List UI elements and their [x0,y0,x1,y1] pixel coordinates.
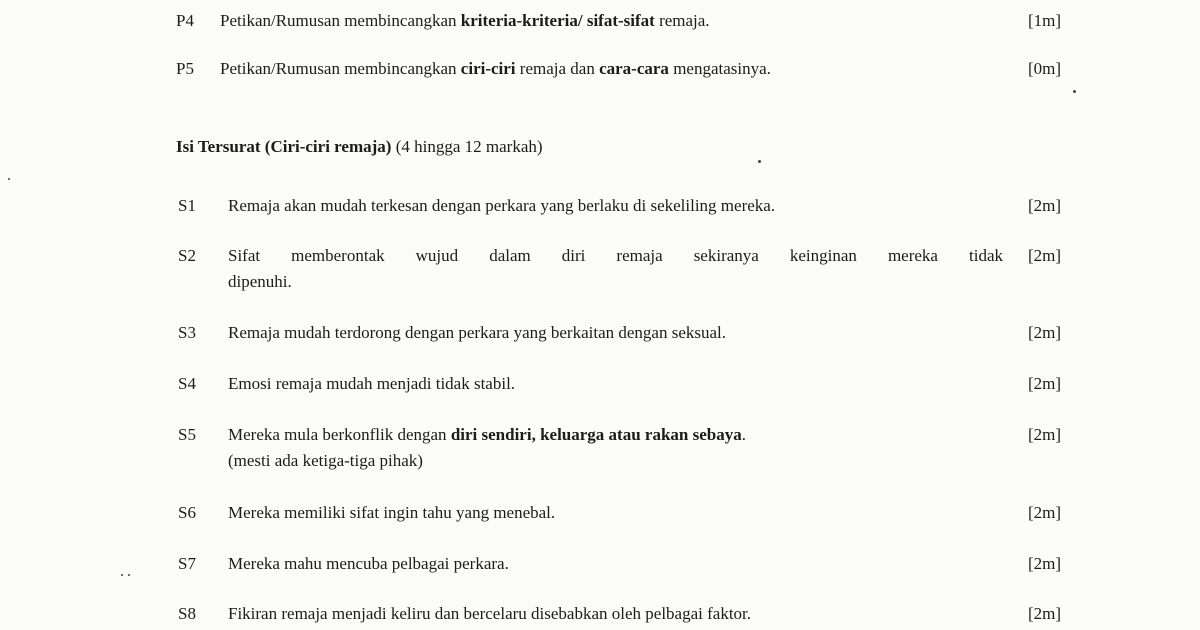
row-mark: [2m] [1028,323,1062,342]
row-mark: [2m] [1028,196,1062,215]
text-segment: Petikan/Rumusan membincangkan [220,59,461,78]
bold-segment: ciri-ciri [460,59,516,78]
text-segment: mengatasinya. [668,59,771,78]
scan-speck [1073,90,1076,93]
row-mark: [2m] [1028,554,1062,573]
row-text-line2: (mesti ada ketiga-tiga pihak) [228,451,423,470]
text-segment: . [741,425,746,444]
row-code: S7 [178,554,196,573]
row-code: S5 [178,425,196,444]
row-text: Emosi remaja mudah menjadi tidak stabil. [228,374,516,393]
row-text-line2: dipenuhi. [228,272,292,291]
heading-normal: (4 hingga 12 markah) [391,137,543,156]
row-code: P4 [176,11,194,30]
row-code: S2 [178,246,196,265]
text-segment: remaja dan [515,59,600,78]
text-segment: remaja. [654,11,710,30]
bold-segment: kriteria-kriteria/ sifat-sifat [460,11,655,30]
row-mark: [0m] [1028,59,1062,78]
row-mark: [2m] [1028,604,1062,623]
text-segment: Petikan/Rumusan membincangkan [220,11,461,30]
scan-speck [8,178,10,180]
row-code: S8 [178,604,196,623]
scan-speck [121,574,123,576]
row-code: P5 [176,59,194,78]
row-mark: [1m] [1028,11,1062,30]
row-mark: [2m] [1028,503,1062,522]
row-mark: [2m] [1028,374,1062,393]
heading-bold: Isi Tersurat (Ciri-ciri remaja) [176,137,392,156]
row-code: S1 [178,196,196,215]
row-text [220,56,995,82]
row-text: Remaja mudah terdorong dengan perkara yang berkaitan dengan seksual. [228,323,727,342]
row-text: Mereka memiliki sifat ingin tahu yang menebal. [228,503,556,522]
row-text [228,422,1003,448]
scan-speck [758,160,761,163]
bold-segment: diri sendiri, keluarga atau rakan sebaya [450,425,742,444]
row-mark: [2m] [1028,425,1062,444]
row-code: S4 [178,374,196,393]
text-segment: Mereka mula berkonflik dengan [228,425,451,444]
row-mark: [2m] [1028,246,1062,265]
row-code: S3 [178,323,196,342]
row-text: Mereka mahu mencuba pelbagai perkara. [228,554,509,573]
row-text: Sifat memberontak wujud dalam diri remaja sekiranya keinginan mereka tidak [228,246,1003,265]
row-text: Remaja akan mudah terkesan dengan perkara yang berlaku di sekeliling mereka. [228,196,776,215]
row-code: S6 [178,503,196,522]
row-text [220,8,995,34]
section-heading [176,134,543,160]
scan-speck [128,574,130,576]
row-text: Fikiran remaja menjadi keliru dan bercelaru disebabkan oleh pelbagai faktor. [228,604,752,623]
bold-segment: cara-cara [599,59,669,78]
